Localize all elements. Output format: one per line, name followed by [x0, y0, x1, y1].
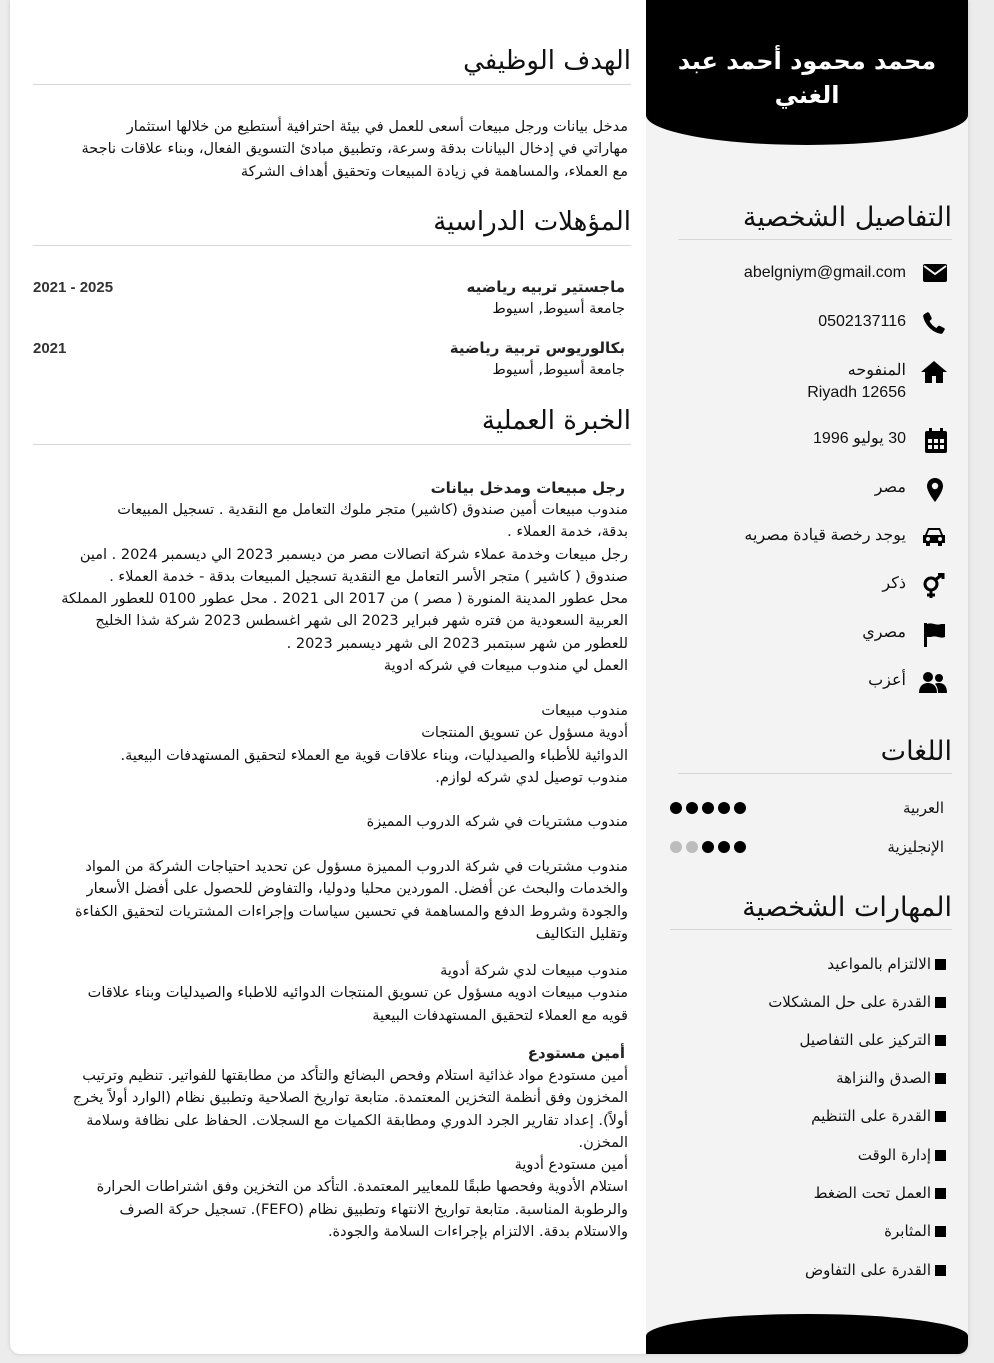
language-name: الإنجليزية — [887, 838, 944, 856]
detail-birthdate — [678, 428, 948, 454]
email-value: abelgniym@gmail.com — [743, 264, 906, 281]
job-title: رجل مبيعات ومدخل بيانات — [430, 479, 625, 497]
square-bullet-icon — [935, 1265, 946, 1276]
objective-text: مدخل بيانات ورجل مبيعات أسعى للعمل في بيئة احترافية أستطيع من خلالها استثمار مهاراتي في إدخال البيانات بدقة وسرعة، وتطبيق مبادئ التسويق الفعال، وبناء علاقات ناجحة مع العملاء، والمساهمة في زيادة المبيعات وتحقيق أهداف الشركة — [81, 119, 628, 180]
detail-marital-status — [678, 670, 948, 696]
language-row — [670, 797, 944, 819]
level-dot-filled — [702, 841, 714, 853]
skill-label: الالتزام بالمواعيد — [827, 955, 931, 973]
sidebar-header — [646, 0, 968, 145]
personal-details-heading: التفاصيل الشخصية — [678, 202, 952, 240]
square-bullet-icon — [935, 997, 946, 1008]
skill-label: الصدق والنزاهة — [836, 1069, 931, 1087]
language-level — [670, 841, 746, 853]
detail-phone — [678, 311, 948, 337]
skill-item — [676, 993, 946, 1011]
square-bullet-icon — [935, 1111, 946, 1122]
birthdate-value: 30 يوليو 1996 — [813, 430, 906, 447]
square-bullet-icon — [935, 1073, 946, 1084]
people-icon — [918, 670, 948, 696]
education-date: 2021 — [33, 340, 67, 357]
skill-label: المثابرة — [884, 1222, 931, 1240]
detail-address — [678, 360, 948, 404]
home-icon — [918, 360, 948, 386]
level-dot-filled — [718, 802, 730, 814]
skill-item — [676, 1222, 946, 1240]
main-column — [10, 0, 646, 1354]
phone-value: 0502137116 — [818, 313, 906, 330]
nationality-value: مصري — [862, 624, 906, 641]
skill-item — [676, 1261, 946, 1279]
job-description: مندوب مبيعات لدي شركة أدوية مندوب مبيعات ادويه مسؤول عن تسويق المنتجات الدوائيه للاطباء والصيدليات وبناء علاقات قويه مع العملاء لتحقيق المستهدفات البيعية — [87, 963, 628, 1024]
skill-label: التركيز على التفاصيل — [799, 1031, 931, 1049]
education-school: جامعة أسيوط, أسيوط — [492, 362, 625, 378]
skill-label: القدرة على التنظيم — [811, 1107, 931, 1125]
education-degree: ماجستير تربيه رياضيه — [466, 278, 625, 296]
map-marker-icon — [918, 477, 948, 503]
license-value: يوجد رخصة قيادة مصريه — [744, 527, 906, 544]
detail-email — [678, 262, 948, 288]
level-dot-filled — [702, 802, 714, 814]
education-degree: بكالوريوس تربية رياضية — [449, 339, 625, 357]
language-row — [670, 836, 944, 858]
education-school: جامعة أسيوط, اسيوط — [492, 301, 625, 317]
job-description: مندوب مبيعات أدوية مسؤول عن تسويق المنتجات الدوائية للأطباء والصيدليات، وبناء علاقات قوية مع العملاء لتحقيق المستهدفات البيعية. مندوب توصيل لدي شركه لوازم. — [120, 703, 628, 786]
address-value — [678, 360, 906, 404]
skill-item — [676, 1184, 946, 1202]
level-dot-empty — [670, 841, 682, 853]
resume-page — [10, 0, 968, 1354]
address-line-1: المنفوحه — [847, 362, 906, 379]
job-description: مندوب مشتريات في شركه الدروب المميزة — [366, 814, 628, 830]
gender-icon — [918, 573, 948, 599]
job-description: أمين مستودع مواد غذائية استلام وفحص البضائع والتأكد من مطابقتها للفواتير. تنظيم وترتيب المخزون وفق أنظمة التخزين المعتمدة. متابعة تواريخ الصلاحية وتطبيق نظام (الوارد أولاً يخرج أولاً). إعداد تقارير الجرد الدوري ومطابقة الكميات مع السجلات. الحفاظ على نظافة وسلامة المخزن. أمين مستودع أدوية استلام الأدوية وفحصها طبقًا للمعايير المعتمدة. التأكد من التخزين وفق اشتراطات الحرارة والرطوبة المناسبة. متابعة تواريخ الانتهاء وتطبيق نظام (FEFO). تسجيل حركة الصرف والاستلام بدقة. الالتزام بإجراءات السلامة والجودة. — [72, 1068, 628, 1241]
calendar-icon — [918, 428, 948, 454]
level-dot-filled — [734, 841, 746, 853]
skill-label: العمل تحت الضغط — [813, 1184, 931, 1202]
square-bullet-icon — [935, 1188, 946, 1199]
languages-heading: اللغات — [678, 736, 952, 774]
sidebar — [646, 0, 968, 1354]
level-dot-filled — [670, 802, 682, 814]
skills-heading: المهارات الشخصية — [670, 892, 952, 930]
country-value: مصر — [874, 479, 906, 496]
sidebar-footer — [646, 1314, 968, 1354]
square-bullet-icon — [935, 959, 946, 970]
level-dot-empty — [686, 841, 698, 853]
candidate-name: محمد محمود أحمد عبد الغني — [677, 47, 937, 109]
gender-value: ذكر — [882, 575, 906, 592]
education-date: 2021 - 2025 — [33, 279, 114, 296]
square-bullet-icon — [935, 1150, 946, 1161]
skill-label: إدارة الوقت — [857, 1146, 931, 1164]
level-dot-filled — [718, 841, 730, 853]
job-description: مندوب مشتريات في شركة الدروب المميزة مسؤول عن تحديد احتياجات الشركة من المواد والخدمات والبحث عن أفضل. الموردين محليا ودوليا، والتفاوض للحصول على أفضل الأسعار والجودة وشروط الدفع والمساهمة في تحسين سياسات وإجراءات المشتريات لتحقيق الكفاءة وتقليل التكاليف — [75, 859, 628, 942]
job-description: مندوب مبيعات أمين صندوق (كاشير) متجر ملوك التعامل مع النقدية . تسجيل المبيعات بدقة، خدمة العملاء . رجل مبيعات وخدمة عملاء شركة اتصالات مصر من ديسمبر 2023 الي ديسمبر 2024 . امين صندوق ( كاشير ) متجر الأسر التعامل مع النقدية تسجيل المبيعات بدقة - خدمة العملاء . محل عطور المدينة المنورة ( مصر ) من 2017 الى 2021 . محل عطور 0100 للعطور المملكة العربية السعودية من فتره شهر فبراير 2023 الى شهر اغسطس 2023 شركة شذا الخليج للعطور من شهر سبتمبر 2023 الى شهر ديسمبر 2023 . العمل لي مندوب مبيعات في شركه ادوية — [61, 502, 628, 675]
level-dot-filled — [734, 802, 746, 814]
skill-item — [676, 1107, 946, 1125]
job-title: أمين مستودع — [527, 1044, 625, 1062]
detail-license — [678, 525, 948, 551]
language-level — [670, 802, 746, 814]
envelope-icon — [918, 262, 948, 288]
skill-item — [676, 955, 946, 973]
detail-gender — [678, 573, 948, 599]
detail-country — [678, 477, 948, 503]
skill-label: القدرة على حل المشكلات — [768, 993, 931, 1011]
skill-item — [676, 1069, 946, 1087]
marital-status-value: أعزب — [868, 672, 906, 689]
square-bullet-icon — [935, 1226, 946, 1237]
level-dot-filled — [686, 802, 698, 814]
skill-item — [676, 1146, 946, 1164]
language-name: العربية — [903, 799, 944, 817]
experience-heading: الخبرة العملية — [33, 406, 631, 445]
address-line-2: 12656 Riyadh — [807, 384, 906, 401]
flag-icon — [918, 622, 948, 648]
education-heading: المؤهلات الدراسية — [33, 207, 631, 246]
skill-item — [676, 1031, 946, 1049]
square-bullet-icon — [935, 1035, 946, 1046]
car-icon — [918, 525, 948, 551]
phone-icon — [918, 311, 948, 337]
detail-nationality — [678, 622, 948, 648]
objective-heading: الهدف الوظيفي — [33, 46, 631, 85]
skill-label: القدرة على التفاوض — [804, 1261, 931, 1279]
